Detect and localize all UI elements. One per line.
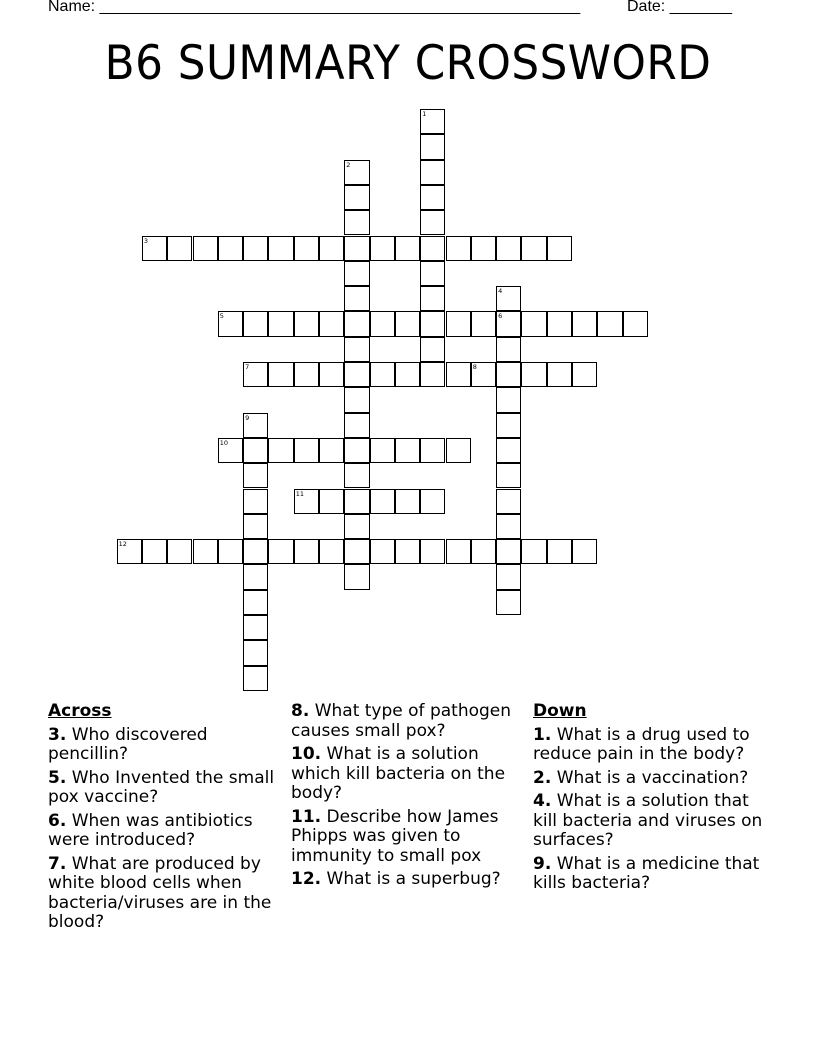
grid-cell[interactable] — [446, 539, 471, 564]
clue-item — [48, 726, 288, 765]
grid-cell[interactable] — [344, 413, 369, 438]
clue-item-number: 8. — [291, 701, 310, 721]
clue-item-text: What is a superbug? — [321, 869, 501, 889]
grid-cell[interactable] — [496, 413, 521, 438]
clue-item-text: Who Invented the small pox vaccine? — [48, 767, 275, 807]
grid-cell[interactable] — [243, 666, 268, 691]
grid-cell[interactable] — [420, 109, 445, 134]
clue-item-number: 7. — [48, 853, 67, 874]
grid-cell[interactable] — [420, 489, 445, 514]
grid-cell[interactable] — [496, 286, 521, 311]
grid-cell[interactable] — [420, 134, 445, 159]
clue-number: 5 — [219, 312, 224, 321]
grid-cell[interactable] — [344, 463, 369, 488]
grid-cell[interactable] — [395, 489, 420, 514]
grid-cell[interactable] — [294, 311, 319, 336]
grid-cell[interactable] — [395, 539, 420, 564]
grid-cell[interactable] — [420, 210, 445, 235]
clue-item-text: What is a solution that kill bacteria and viruses on surfaces? — [533, 791, 763, 850]
grid-cell[interactable] — [547, 311, 572, 336]
grid-cell[interactable] — [193, 539, 218, 564]
clue-item-text: What is a vaccination? — [551, 767, 749, 788]
grid-cell[interactable] — [344, 514, 369, 539]
clue-number: 2 — [346, 160, 351, 169]
grid-cell[interactable] — [117, 539, 142, 564]
clue-item — [291, 808, 527, 867]
grid-cell[interactable] — [446, 236, 471, 261]
grid-cell[interactable] — [268, 539, 293, 564]
name-field-label: Name: ______________________________________________________ — [48, 0, 581, 15]
grid-cell[interactable] — [243, 615, 268, 640]
grid-cell[interactable] — [243, 438, 268, 463]
grid-cell[interactable] — [243, 640, 268, 665]
clue-number: 6 — [498, 312, 503, 321]
clue-item — [48, 855, 288, 933]
grid-cell[interactable] — [167, 236, 192, 261]
grid-cell[interactable] — [193, 236, 218, 261]
clue-item — [533, 726, 773, 765]
grid-cell[interactable] — [344, 286, 369, 311]
grid-cell[interactable] — [446, 438, 471, 463]
clue-item — [291, 870, 527, 890]
grid-cell[interactable] — [319, 236, 344, 261]
grid-cell[interactable] — [344, 564, 369, 589]
clue-item-number: 3. — [48, 724, 67, 745]
clue-number: 10 — [219, 438, 229, 447]
grid-cell[interactable] — [395, 236, 420, 261]
grid-cell[interactable] — [268, 311, 293, 336]
grid-cell[interactable] — [167, 539, 192, 564]
grid-cell[interactable] — [294, 539, 319, 564]
grid-cell[interactable] — [471, 362, 496, 387]
clue-item-number: 2. — [533, 767, 552, 788]
grid-cell[interactable] — [496, 539, 521, 564]
grid-cell[interactable] — [370, 539, 395, 564]
grid-cell[interactable] — [319, 362, 344, 387]
grid-cell[interactable] — [496, 438, 521, 463]
clue-item-text: Describe how James Phipps was given to immunity to small pox — [291, 806, 499, 866]
clue-item-number: 6. — [48, 810, 67, 831]
grid-cell[interactable] — [496, 337, 521, 362]
grid-cell[interactable] — [344, 261, 369, 286]
grid-cell[interactable] — [471, 236, 496, 261]
clue-item-number: 11. — [291, 806, 322, 827]
grid-cell[interactable] — [395, 438, 420, 463]
clue-item-text: What is a solution which kill bacteria on the body? — [291, 744, 506, 803]
grid-cell[interactable] — [521, 236, 546, 261]
down-heading: Down — [533, 701, 587, 721]
clue-item — [291, 702, 527, 741]
grid-cell[interactable] — [344, 362, 369, 387]
clue-number: 9 — [245, 413, 250, 422]
clue-item-number: 9. — [533, 853, 552, 874]
grid-cell[interactable] — [395, 311, 420, 336]
grid-cell[interactable] — [218, 236, 243, 261]
clue-item-number: 12. — [291, 869, 322, 889]
grid-cell[interactable] — [243, 236, 268, 261]
grid-cell[interactable] — [370, 236, 395, 261]
grid-cell[interactable] — [344, 438, 369, 463]
grid-cell[interactable] — [420, 337, 445, 362]
clue-item-text: What type of pathogen causes small pox? — [291, 701, 512, 741]
grid-cell[interactable] — [344, 489, 369, 514]
grid-cell[interactable] — [420, 539, 445, 564]
grid-cell[interactable] — [446, 362, 471, 387]
grid-cell[interactable] — [420, 236, 445, 261]
grid-cell[interactable] — [420, 311, 445, 336]
clue-item-text: What is a drug used to reduce pain in the body? — [533, 724, 750, 764]
grid-cell[interactable] — [420, 160, 445, 185]
grid-cell[interactable] — [623, 311, 648, 336]
grid-cell[interactable] — [243, 413, 268, 438]
grid-cell[interactable] — [344, 387, 369, 412]
grid-cell[interactable] — [597, 311, 622, 336]
grid-cell[interactable] — [243, 539, 268, 564]
clue-number: 12 — [118, 540, 127, 549]
grid-cell[interactable] — [344, 236, 369, 261]
grid-cell[interactable] — [471, 311, 496, 336]
grid-cell[interactable] — [370, 362, 395, 387]
clue-number: 7 — [245, 363, 250, 371]
grid-cell[interactable] — [521, 362, 546, 387]
clue-item — [533, 855, 773, 894]
grid-cell[interactable] — [496, 362, 521, 387]
grid-cell[interactable] — [496, 590, 521, 615]
grid-cell[interactable] — [142, 539, 167, 564]
grid-cell[interactable] — [344, 185, 369, 210]
clue-item — [291, 745, 527, 804]
grid-cell[interactable] — [496, 489, 521, 514]
clue-item — [533, 792, 773, 851]
clue-item-number: 4. — [533, 791, 552, 811]
grid-cell[interactable] — [344, 337, 369, 362]
grid-cell[interactable] — [471, 539, 496, 564]
grid-cell[interactable] — [243, 489, 268, 514]
grid-cell[interactable] — [268, 438, 293, 463]
grid-cell[interactable] — [344, 539, 369, 564]
grid-cell[interactable] — [521, 311, 546, 336]
grid-cell[interactable] — [319, 539, 344, 564]
grid-cell[interactable] — [496, 463, 521, 488]
grid-cell[interactable] — [496, 514, 521, 539]
grid-cell[interactable] — [243, 362, 268, 387]
clue-item-text: When was antibiotics were introduced? — [48, 810, 253, 850]
grid-cell[interactable] — [344, 160, 369, 185]
grid-cell[interactable] — [344, 311, 369, 336]
grid-cell[interactable] — [268, 362, 293, 387]
grid-cell[interactable] — [496, 311, 521, 336]
date-field-label: Date: _______ — [627, 0, 732, 15]
page-title: B6 SUMMARY CROSSWORD — [104, 36, 712, 91]
grid-cell[interactable] — [521, 539, 546, 564]
clues-column-3 — [533, 702, 773, 898]
grid-cell[interactable] — [572, 539, 597, 564]
grid-cell[interactable] — [420, 438, 445, 463]
grid-cell[interactable] — [218, 539, 243, 564]
grid-cell[interactable] — [420, 286, 445, 311]
grid-cell[interactable] — [294, 236, 319, 261]
grid-cell[interactable] — [547, 236, 572, 261]
across-heading: Across — [48, 701, 112, 721]
grid-cell[interactable] — [547, 539, 572, 564]
grid-cell[interactable] — [218, 438, 243, 463]
grid-cell[interactable] — [294, 489, 319, 514]
grid-cell[interactable] — [420, 261, 445, 286]
grid-cell[interactable] — [496, 387, 521, 412]
clues-column-2 — [291, 702, 527, 894]
clue-number: 3 — [143, 236, 149, 245]
grid-cell[interactable] — [243, 590, 268, 615]
clue-item-number: 5. — [48, 767, 67, 788]
clue-number: 8 — [472, 363, 477, 371]
grid-cell[interactable] — [294, 362, 319, 387]
grid-cell[interactable] — [420, 185, 445, 210]
clue-number: 1 — [422, 110, 427, 118]
clue-item-text: What are produced by white blood cells when bacteria/viruses are in the blood? — [48, 853, 272, 932]
grid-cell[interactable] — [496, 236, 521, 261]
clue-item-text: What is a medicine that kills bacteria? — [533, 853, 760, 893]
grid-cell[interactable] — [446, 311, 471, 336]
grid-cell[interactable] — [344, 210, 369, 235]
clue-item — [48, 812, 288, 851]
grid-cell[interactable] — [572, 362, 597, 387]
grid-cell[interactable] — [370, 489, 395, 514]
grid-cell[interactable] — [243, 311, 268, 336]
clue-item — [48, 769, 288, 808]
clue-item-number: 1. — [533, 724, 552, 745]
clue-item-number: 10. — [291, 744, 322, 764]
grid-cell[interactable] — [319, 311, 344, 336]
grid-cell[interactable] — [319, 438, 344, 463]
grid-cell[interactable] — [420, 362, 445, 387]
grid-cell[interactable] — [243, 564, 268, 589]
grid-cell[interactable] — [218, 311, 243, 336]
grid-cell[interactable] — [395, 362, 420, 387]
grid-cell[interactable] — [370, 438, 395, 463]
clue-number: 4 — [498, 287, 503, 296]
clue-item — [533, 769, 773, 789]
clue-item-text: Who discovered pencillin? — [48, 724, 208, 764]
grid-cell[interactable] — [294, 438, 319, 463]
clue-number: 11 — [295, 489, 304, 498]
grid-cell[interactable] — [496, 564, 521, 589]
grid-cell[interactable] — [547, 362, 572, 387]
grid-cell[interactable] — [572, 311, 597, 336]
grid-cell[interactable] — [243, 514, 268, 539]
grid-cell[interactable] — [243, 463, 268, 488]
grid-cell[interactable] — [370, 311, 395, 336]
grid-cell[interactable] — [319, 489, 344, 514]
clues-column-1 — [48, 702, 288, 937]
grid-cell[interactable] — [268, 236, 293, 261]
grid-cell[interactable] — [142, 236, 167, 261]
